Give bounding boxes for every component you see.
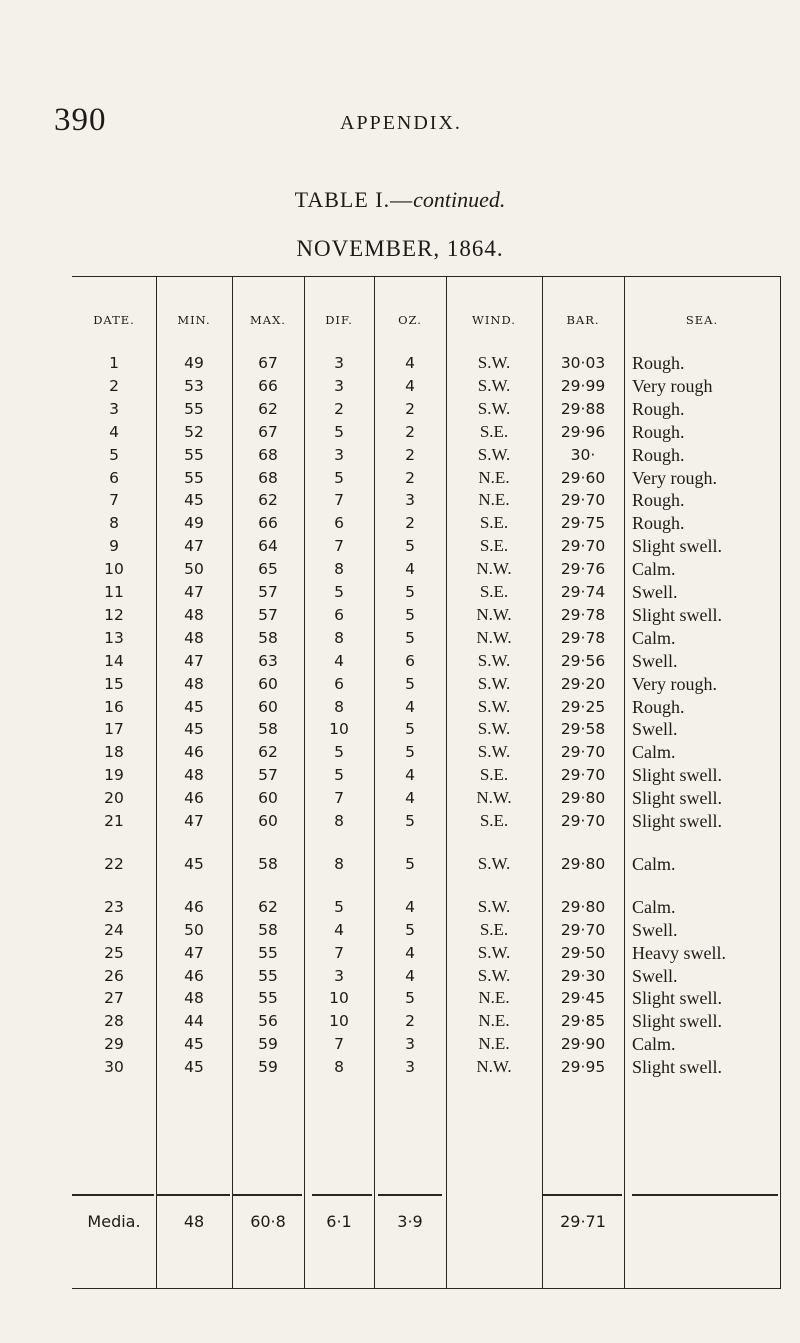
cell-date: 12 bbox=[104, 605, 124, 624]
table-row bbox=[72, 467, 780, 489]
cell-sea: Slight swell. bbox=[632, 765, 723, 786]
column-header-min: MIN. bbox=[177, 313, 211, 327]
cell-min: 50 bbox=[184, 560, 204, 579]
cell-min: 50 bbox=[184, 920, 204, 939]
summary-rule bbox=[378, 1194, 442, 1196]
cell-bar: 29·56 bbox=[560, 651, 606, 670]
cell-min: 48 bbox=[184, 674, 204, 693]
cell-wind: S.W. bbox=[477, 719, 511, 739]
cell-sea: Calm. bbox=[632, 559, 676, 580]
cell-wind: S.W. bbox=[477, 853, 511, 873]
cell-dif: 3 bbox=[334, 354, 344, 372]
cell-max: 68 bbox=[258, 468, 278, 487]
cell-sea: Slight swell. bbox=[632, 788, 723, 809]
cell-wind: S.W. bbox=[477, 742, 511, 762]
cell-bar: 29·70 bbox=[560, 537, 606, 556]
cell-dif: 7 bbox=[334, 789, 344, 808]
cell-sea: Rough. bbox=[632, 490, 685, 511]
cell-date: 4 bbox=[109, 422, 119, 441]
cell-min: 55 bbox=[184, 468, 204, 487]
cell-bar: 29·25 bbox=[560, 697, 606, 716]
table-row bbox=[72, 1010, 780, 1032]
table-row bbox=[72, 489, 780, 511]
cell-bar: 29·76 bbox=[560, 560, 606, 579]
cell-max: 62 bbox=[258, 743, 278, 762]
cell-bar: 29·50 bbox=[560, 943, 606, 962]
cell-bar: 29·75 bbox=[560, 514, 606, 533]
table-row bbox=[72, 1033, 780, 1055]
cell-max: 58 bbox=[258, 920, 278, 939]
cell-dif: 4 bbox=[334, 651, 344, 670]
table-row bbox=[72, 919, 780, 941]
cell-min: 45 bbox=[184, 1035, 204, 1054]
cell-oz: 5 bbox=[405, 537, 415, 556]
cell-dif: 7 bbox=[334, 537, 344, 556]
cell-sea: Rough. bbox=[632, 696, 685, 717]
cell-sea: Slight swell. bbox=[632, 1057, 723, 1078]
cell-sea: Swell. bbox=[632, 965, 678, 986]
cell-min: 47 bbox=[184, 537, 204, 556]
cell-dif: 10 bbox=[329, 1012, 349, 1031]
cell-wind: S.W. bbox=[477, 673, 511, 693]
cell-max: 62 bbox=[258, 399, 278, 418]
table-row bbox=[72, 1056, 780, 1078]
cell-max: 65 bbox=[258, 560, 278, 579]
cell-sea: Very rough. bbox=[632, 673, 717, 694]
cell-date: 11 bbox=[104, 583, 124, 601]
cell-date: 25 bbox=[104, 943, 124, 962]
cell-dif: 5 bbox=[334, 583, 344, 601]
cell-max: 57 bbox=[258, 605, 278, 624]
cell-oz: 4 bbox=[405, 766, 415, 785]
cell-bar: 29·30 bbox=[560, 966, 606, 985]
cell-date: 29 bbox=[104, 1035, 124, 1054]
cell-min: 48 bbox=[184, 605, 204, 624]
table-row bbox=[72, 673, 780, 695]
table-row bbox=[72, 627, 780, 649]
cell-sea: Swell. bbox=[632, 919, 678, 940]
cell-wind: N.W. bbox=[476, 559, 512, 579]
cell-min: 48 bbox=[184, 766, 204, 785]
cell-max: 59 bbox=[258, 1058, 278, 1077]
cell-bar: 29·70 bbox=[560, 491, 606, 510]
cell-max: 60 bbox=[258, 812, 278, 830]
cell-max: 55 bbox=[258, 966, 278, 985]
cell-dif: 7 bbox=[334, 491, 344, 510]
cell-sea: Slight swell. bbox=[632, 811, 723, 831]
media-cell-max: 60·8 bbox=[250, 1212, 286, 1231]
cell-date: 9 bbox=[109, 537, 119, 556]
cell-bar: 29·70 bbox=[560, 812, 606, 830]
cell-oz: 5 bbox=[405, 812, 415, 830]
cell-sea: Slight swell. bbox=[632, 1011, 723, 1032]
cell-min: 45 bbox=[184, 720, 204, 739]
cell-date: 24 bbox=[104, 920, 124, 939]
cell-sea: Calm. bbox=[632, 742, 676, 763]
cell-bar: 29·70 bbox=[560, 920, 606, 939]
summary-rule bbox=[542, 1194, 622, 1196]
cell-oz: 5 bbox=[405, 720, 415, 739]
cell-wind: N.E. bbox=[478, 1011, 510, 1031]
column-header-oz: OZ. bbox=[398, 313, 422, 327]
cell-max: 67 bbox=[258, 354, 278, 372]
cell-min: 48 bbox=[184, 628, 204, 647]
cell-min: 45 bbox=[184, 697, 204, 716]
table-row bbox=[72, 741, 780, 763]
cell-dif: 8 bbox=[334, 854, 344, 873]
cell-date: 17 bbox=[104, 720, 124, 739]
cell-max: 57 bbox=[258, 583, 278, 601]
cell-date: 23 bbox=[104, 897, 124, 916]
cell-dif: 7 bbox=[334, 943, 344, 962]
table-row bbox=[72, 965, 780, 987]
cell-oz: 5 bbox=[405, 605, 415, 624]
cell-bar: 29·80 bbox=[560, 854, 606, 873]
cell-sea: Swell. bbox=[632, 719, 678, 740]
cell-bar: 29·78 bbox=[560, 628, 606, 647]
cell-min: 45 bbox=[184, 1058, 204, 1077]
table-row bbox=[72, 512, 780, 534]
cell-bar: 29·99 bbox=[560, 376, 606, 395]
cell-sea: Very rough bbox=[632, 375, 713, 396]
cell-dif: 8 bbox=[334, 812, 344, 830]
table-row bbox=[72, 764, 780, 786]
cell-dif: 5 bbox=[334, 766, 344, 785]
cell-min: 47 bbox=[184, 583, 204, 601]
cell-max: 56 bbox=[258, 1012, 278, 1031]
media-cell-min: 48 bbox=[183, 1212, 205, 1231]
cell-date: 22 bbox=[104, 854, 124, 873]
cell-date: 6 bbox=[109, 468, 119, 487]
cell-date: 21 bbox=[104, 812, 124, 830]
cell-date: 1 bbox=[109, 354, 119, 372]
table-row bbox=[72, 581, 780, 603]
cell-dif: 5 bbox=[334, 897, 344, 916]
cell-min: 52 bbox=[184, 422, 204, 441]
cell-date: 26 bbox=[104, 966, 124, 985]
cell-oz: 2 bbox=[405, 399, 415, 418]
cell-wind: N.W. bbox=[476, 1057, 512, 1077]
cell-sea: Calm. bbox=[632, 627, 676, 648]
cell-bar: 29·45 bbox=[560, 989, 606, 1008]
cell-sea: Slight swell. bbox=[632, 536, 723, 557]
cell-bar: 29·78 bbox=[560, 605, 606, 624]
cell-wind: N.E. bbox=[478, 467, 510, 487]
summary-rule bbox=[156, 1194, 230, 1196]
page-number: 390 bbox=[54, 102, 107, 138]
cell-dif: 6 bbox=[334, 674, 344, 693]
cell-sea: Swell. bbox=[632, 650, 678, 671]
cell-dif: 3 bbox=[334, 376, 344, 395]
cell-oz: 5 bbox=[405, 854, 415, 873]
table-row bbox=[72, 987, 780, 1009]
cell-max: 67 bbox=[258, 422, 278, 441]
cell-min: 53 bbox=[184, 376, 204, 395]
cell-sea: Swell. bbox=[632, 582, 678, 602]
media-cell-date: Media. bbox=[87, 1212, 141, 1231]
column-header-max: MAX. bbox=[250, 313, 286, 327]
table-row bbox=[72, 810, 780, 832]
cell-dif: 8 bbox=[334, 1058, 344, 1077]
cell-oz: 5 bbox=[405, 583, 415, 601]
cell-bar: 29·58 bbox=[560, 720, 606, 739]
cell-oz: 6 bbox=[405, 651, 415, 670]
cell-oz: 3 bbox=[405, 1058, 415, 1077]
cell-dif: 6 bbox=[334, 605, 344, 624]
cell-bar: 29·90 bbox=[560, 1035, 606, 1054]
cell-min: 48 bbox=[184, 989, 204, 1008]
cell-min: 55 bbox=[184, 399, 204, 418]
cell-min: 49 bbox=[184, 514, 204, 533]
cell-dif: 5 bbox=[334, 468, 344, 487]
cell-wind: S.W. bbox=[477, 696, 511, 716]
cell-dif: 8 bbox=[334, 628, 344, 647]
cell-date: 7 bbox=[109, 491, 119, 510]
cell-oz: 4 bbox=[405, 897, 415, 916]
cell-dif: 2 bbox=[334, 399, 344, 418]
cell-wind: S.W. bbox=[477, 942, 511, 962]
cell-bar: 29·74 bbox=[560, 583, 606, 601]
cell-max: 57 bbox=[258, 766, 278, 785]
cell-wind: N.E. bbox=[478, 1034, 510, 1054]
cell-max: 55 bbox=[258, 989, 278, 1008]
cell-dif: 8 bbox=[334, 560, 344, 579]
cell-min: 49 bbox=[184, 354, 204, 372]
cell-oz: 4 bbox=[405, 560, 415, 579]
table-row bbox=[72, 604, 780, 626]
cell-oz: 4 bbox=[405, 789, 415, 808]
cell-oz: 2 bbox=[405, 1012, 415, 1031]
media-cell-dif: 6·1 bbox=[326, 1212, 352, 1231]
media-row bbox=[72, 1211, 780, 1233]
cell-dif: 6 bbox=[334, 514, 344, 533]
cell-wind: N.W. bbox=[476, 627, 512, 647]
cell-sea: Slight swell. bbox=[632, 988, 723, 1009]
cell-bar: 29·80 bbox=[560, 897, 606, 916]
table-row bbox=[72, 696, 780, 718]
cell-bar: 29·95 bbox=[560, 1058, 606, 1077]
cell-min: 55 bbox=[184, 445, 204, 464]
cell-wind: S.W. bbox=[477, 444, 511, 464]
column-header-wind: WIND. bbox=[472, 313, 516, 327]
table-row bbox=[72, 853, 780, 875]
cell-max: 58 bbox=[258, 854, 278, 873]
cell-sea: Calm. bbox=[632, 896, 676, 917]
cell-bar: 29·60 bbox=[560, 468, 606, 487]
cell-date: 2 bbox=[109, 376, 119, 395]
cell-bar: 29·80 bbox=[560, 789, 606, 808]
cell-min: 47 bbox=[184, 651, 204, 670]
cell-min: 46 bbox=[184, 789, 204, 808]
cell-wind: S.E. bbox=[479, 811, 509, 830]
cell-min: 46 bbox=[184, 743, 204, 762]
cell-sea: Rough. bbox=[632, 353, 685, 373]
cell-oz: 4 bbox=[405, 697, 415, 716]
cell-wind: S.W. bbox=[477, 353, 511, 372]
cell-bar: 29·96 bbox=[560, 422, 606, 441]
cell-min: 47 bbox=[184, 943, 204, 962]
cell-wind: N.W. bbox=[476, 788, 512, 808]
summary-rule bbox=[232, 1194, 302, 1196]
cell-oz: 5 bbox=[405, 628, 415, 647]
cell-min: 46 bbox=[184, 897, 204, 916]
summary-rule bbox=[72, 1194, 154, 1196]
cell-min: 47 bbox=[184, 812, 204, 830]
cell-bar: 29·70 bbox=[560, 743, 606, 762]
cell-oz: 2 bbox=[405, 422, 415, 441]
cell-wind: S.E. bbox=[479, 582, 509, 601]
cell-wind: S.W. bbox=[477, 965, 511, 985]
table-title bbox=[0, 187, 800, 213]
table-row bbox=[72, 787, 780, 809]
cell-dif: 8 bbox=[334, 697, 344, 716]
cell-max: 66 bbox=[258, 514, 278, 533]
cell-date: 13 bbox=[104, 628, 124, 647]
cell-oz: 5 bbox=[405, 743, 415, 762]
cell-sea: Rough. bbox=[632, 513, 685, 534]
cell-oz: 4 bbox=[405, 966, 415, 985]
cell-wind: S.W. bbox=[477, 375, 511, 395]
cell-oz: 4 bbox=[405, 376, 415, 395]
cell-bar: 29·85 bbox=[560, 1012, 606, 1031]
cell-bar: 29·88 bbox=[560, 399, 606, 418]
cell-date: 27 bbox=[104, 989, 124, 1008]
table-row bbox=[72, 558, 780, 580]
table-row bbox=[72, 352, 780, 374]
cell-oz: 3 bbox=[405, 491, 415, 510]
cell-wind: S.E. bbox=[479, 513, 509, 533]
cell-max: 64 bbox=[258, 537, 278, 556]
cell-max: 62 bbox=[258, 897, 278, 916]
column-header-bar: BAR. bbox=[566, 313, 600, 327]
cell-min: 45 bbox=[184, 491, 204, 510]
cell-oz: 5 bbox=[405, 989, 415, 1008]
cell-sea: Rough. bbox=[632, 444, 685, 465]
cell-dif: 10 bbox=[329, 989, 349, 1008]
cell-date: 19 bbox=[104, 766, 124, 785]
summary-rule bbox=[632, 1194, 778, 1196]
cell-sea: Very rough. bbox=[632, 467, 717, 488]
cell-date: 5 bbox=[109, 445, 119, 464]
cell-wind: S.E. bbox=[479, 421, 509, 441]
cell-bar: 30· bbox=[570, 445, 596, 464]
cell-date: 28 bbox=[104, 1012, 124, 1031]
cell-oz: 5 bbox=[405, 920, 415, 939]
cell-dif: 10 bbox=[329, 720, 349, 739]
table-title-main: TABLE I.— bbox=[294, 187, 414, 212]
cell-wind: N.W. bbox=[476, 604, 512, 624]
cell-dif: 4 bbox=[334, 920, 344, 939]
cell-wind: N.E. bbox=[478, 490, 510, 510]
cell-wind: S.E. bbox=[479, 765, 509, 785]
cell-max: 60 bbox=[258, 674, 278, 693]
cell-date: 3 bbox=[109, 399, 119, 418]
cell-wind: N.E. bbox=[478, 988, 510, 1008]
column-header-dif: DIF. bbox=[325, 313, 353, 327]
cell-oz: 5 bbox=[405, 674, 415, 693]
cell-date: 14 bbox=[104, 651, 124, 670]
cell-sea: Heavy swell. bbox=[632, 942, 726, 963]
table-title-continued: continued. bbox=[413, 187, 506, 212]
cell-min: 44 bbox=[184, 1012, 204, 1031]
cell-wind: S.W. bbox=[477, 650, 511, 670]
cell-sea: Rough. bbox=[632, 421, 685, 442]
cell-sea: Rough. bbox=[632, 398, 685, 419]
cell-dif: 5 bbox=[334, 422, 344, 441]
cell-max: 60 bbox=[258, 789, 278, 808]
cell-max: 58 bbox=[258, 720, 278, 739]
cell-sea: Calm. bbox=[632, 1034, 676, 1055]
cell-oz: 2 bbox=[405, 514, 415, 533]
cell-max: 68 bbox=[258, 445, 278, 464]
cell-sea: Slight swell. bbox=[632, 604, 723, 625]
cell-date: 15 bbox=[104, 674, 124, 693]
cell-date: 18 bbox=[104, 743, 124, 762]
table-row bbox=[72, 650, 780, 672]
table-row bbox=[72, 718, 780, 740]
column-header-sea: SEA. bbox=[685, 313, 719, 327]
cell-wind: S.W. bbox=[477, 896, 511, 916]
cell-date: 16 bbox=[104, 697, 124, 716]
table-row bbox=[72, 535, 780, 557]
cell-wind: S.W. bbox=[477, 398, 511, 418]
cell-max: 62 bbox=[258, 491, 278, 510]
summary-rule bbox=[312, 1194, 372, 1196]
media-cell-oz: 3·9 bbox=[397, 1212, 423, 1231]
cell-bar: 29·20 bbox=[560, 674, 606, 693]
cell-sea: Calm. bbox=[632, 853, 676, 874]
cell-oz: 4 bbox=[405, 354, 415, 372]
column-header-date: DATE. bbox=[93, 313, 135, 327]
cell-dif: 3 bbox=[334, 445, 344, 464]
cell-oz: 3 bbox=[405, 1035, 415, 1054]
table-row bbox=[72, 375, 780, 397]
table-row bbox=[72, 942, 780, 964]
cell-min: 46 bbox=[184, 966, 204, 985]
cell-max: 66 bbox=[258, 376, 278, 395]
running-head: APPENDIX. bbox=[340, 112, 462, 134]
cell-max: 60 bbox=[258, 697, 278, 716]
table-subtitle: NOVEMBER, 1864. bbox=[296, 236, 504, 261]
table-row bbox=[72, 398, 780, 420]
cell-bar: 30·03 bbox=[560, 354, 606, 372]
cell-dif: 7 bbox=[334, 1035, 344, 1054]
table-row bbox=[72, 444, 780, 466]
cell-date: 30 bbox=[104, 1058, 124, 1077]
cell-wind: S.E. bbox=[479, 536, 509, 556]
cell-oz: 2 bbox=[405, 468, 415, 487]
cell-date: 10 bbox=[104, 560, 124, 579]
cell-dif: 5 bbox=[334, 743, 344, 762]
table-row bbox=[72, 896, 780, 918]
cell-bar: 29·70 bbox=[560, 766, 606, 785]
cell-wind: S.E. bbox=[479, 919, 509, 939]
cell-oz: 2 bbox=[405, 445, 415, 464]
cell-max: 63 bbox=[258, 651, 278, 670]
cell-max: 58 bbox=[258, 628, 278, 647]
cell-date: 20 bbox=[104, 789, 124, 808]
cell-min: 45 bbox=[184, 854, 204, 873]
cell-dif: 3 bbox=[334, 966, 344, 985]
cell-oz: 4 bbox=[405, 943, 415, 962]
table-row bbox=[72, 421, 780, 443]
cell-date: 8 bbox=[109, 514, 119, 533]
cell-max: 55 bbox=[258, 943, 278, 962]
media-cell-bar: 29·71 bbox=[560, 1212, 606, 1231]
cell-max: 59 bbox=[258, 1035, 278, 1054]
